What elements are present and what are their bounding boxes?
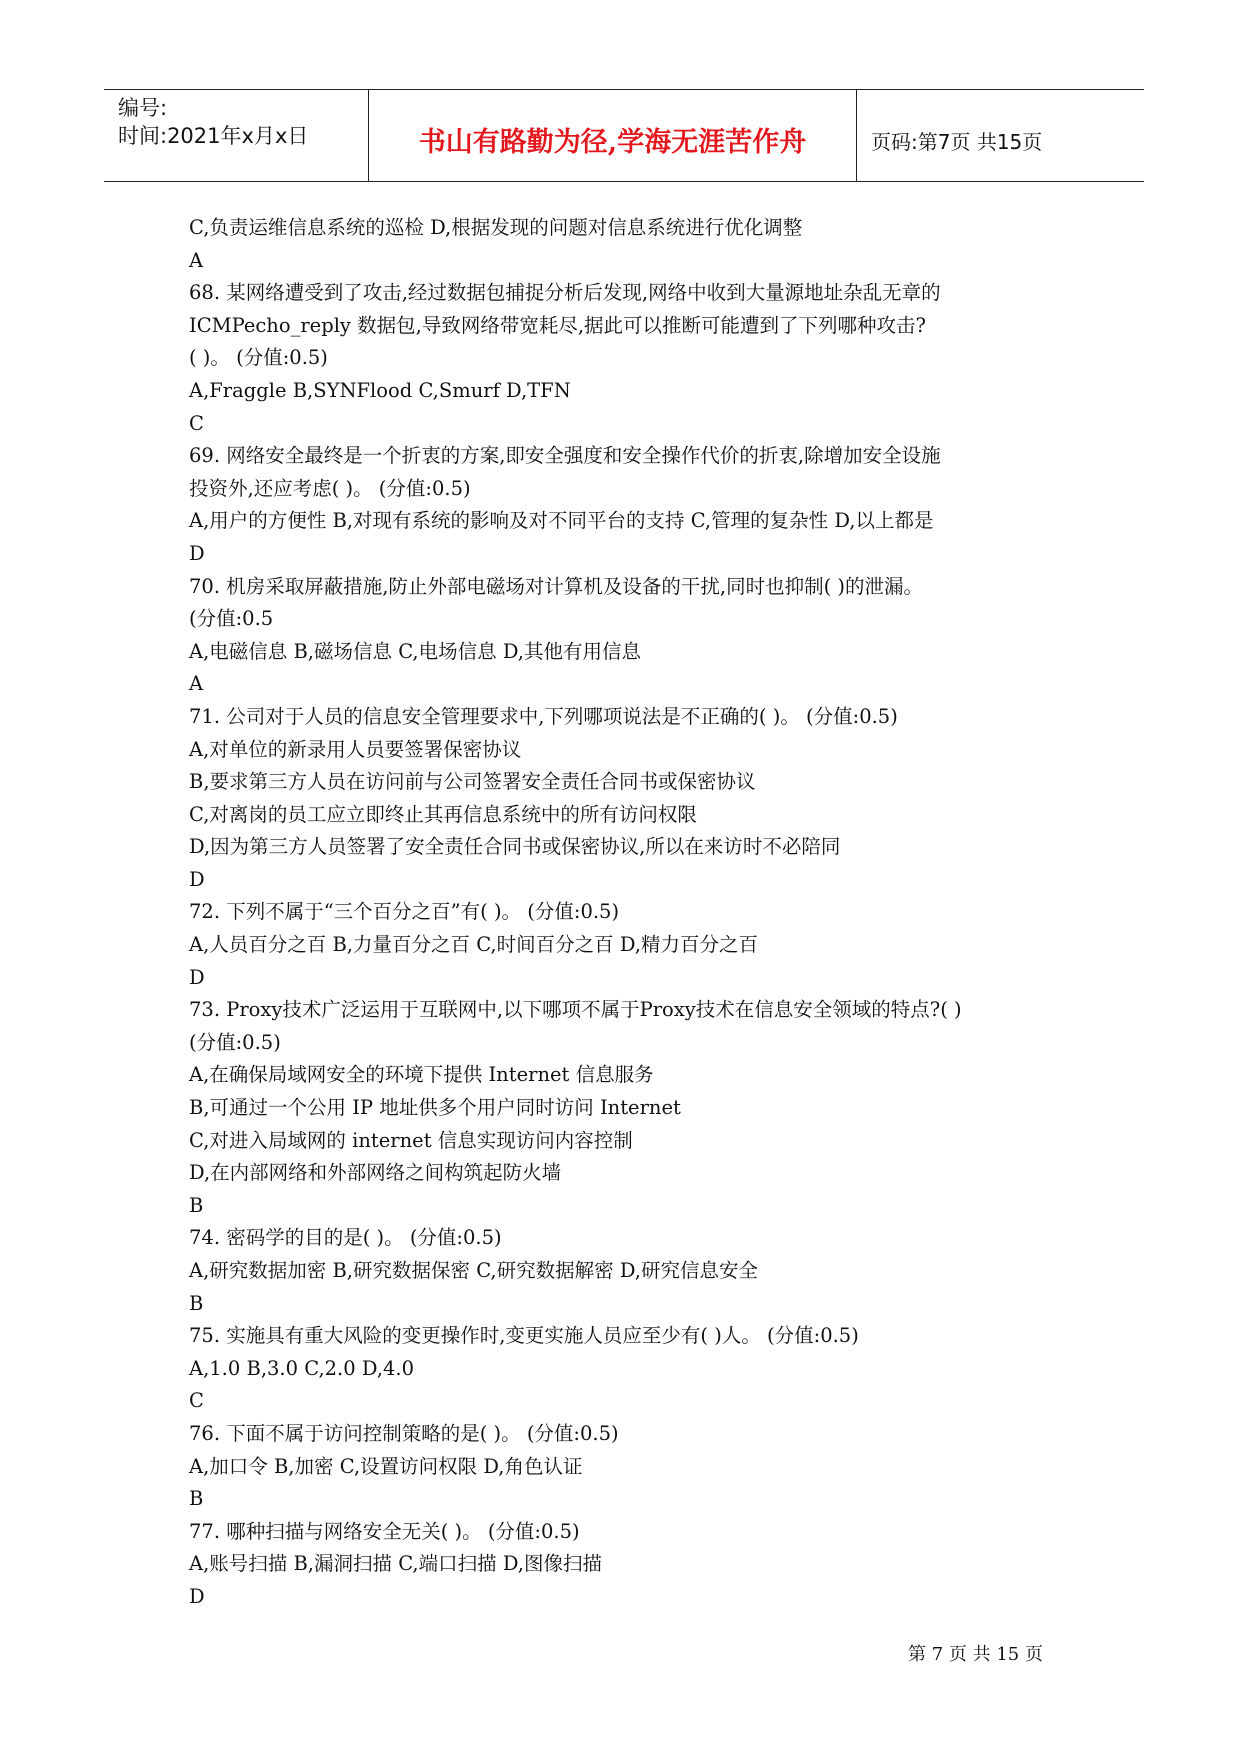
document-date-label: 时间:2021年x月x日 bbox=[118, 124, 309, 148]
text-line: A,用户的方便性 B,对现有系统的影响及对不同平台的支持 C,管理的复杂性 D,以上都是 bbox=[189, 509, 934, 533]
text-line: B bbox=[189, 1193, 204, 1217]
text-line: (分值:0.5 bbox=[189, 607, 274, 631]
document-number-label: 编号: bbox=[118, 96, 168, 120]
text-line: C,对进入局域网的 internet 信息实现访问内容控制 bbox=[189, 1128, 633, 1152]
text-line: A,Fraggle B,SYNFlood C,Smurf D,TFN bbox=[189, 378, 571, 402]
text-line: C bbox=[189, 1389, 204, 1413]
header-page-info: 页码:第7页 共15页 bbox=[871, 130, 1043, 154]
text-line: D bbox=[189, 965, 205, 989]
text-line: D bbox=[189, 867, 205, 891]
text-line: A bbox=[189, 248, 204, 272]
text-line: 68. 某网络遭受到了攻击,经过数据包捕捉分析后发现,网络中收到大量源地址杂乱无章的 bbox=[189, 281, 941, 305]
text-line: B,可通过一个公用 IP 地址供多个用户同时访问 Internet bbox=[189, 1096, 681, 1120]
text-line: B,要求第三方人员在访问前与公司签署安全责任合同书或保密协议 bbox=[189, 770, 756, 794]
header-right-cell bbox=[857, 90, 1144, 181]
text-line: 74. 密码学的目的是( )。 (分值:0.5) bbox=[189, 1226, 502, 1250]
header-middle-cell bbox=[369, 90, 857, 181]
text-line: A,电磁信息 B,磁场信息 C,电场信息 D,其他有用信息 bbox=[189, 639, 641, 663]
text-line: 77. 哪种扫描与网络安全无关( )。 (分值:0.5) bbox=[189, 1519, 580, 1543]
text-line: C,负责运维信息系统的巡检 D,根据发现的问题对信息系统进行优化调整 bbox=[189, 216, 803, 239]
text-line: 75. 实施具有重大风险的变更操作时,变更实施人员应至少有( )人。 (分值:0.5) bbox=[189, 1324, 859, 1348]
text-line: 71. 公司对于人员的信息安全管理要求中,下列哪项说法是不正确的( )。 (分值:0.5) bbox=[189, 704, 898, 728]
text-line: 70. 机房采取屏蔽措施,防止外部电磁场对计算机及设备的干扰,同时也抑制( )的泄漏。 bbox=[189, 574, 924, 598]
text-line: A,在确保局域网安全的环境下提供 Internet 信息服务 bbox=[189, 1063, 654, 1087]
text-line: C,对离岗的员工应立即终止其再信息系统中的所有访问权限 bbox=[189, 802, 697, 826]
text-line: A bbox=[189, 672, 204, 696]
text-line: 72. 下列不属于“三个百分之百”有( )。 (分值:0.5) bbox=[189, 900, 620, 924]
text-line: A,对单位的新录用人员要签署保密协议 bbox=[189, 737, 522, 761]
header-motto: 书山有路勤为径,学海无涯苦作舟 bbox=[418, 127, 807, 158]
text-line: 投资外,还应考虑( )。 (分值:0.5) bbox=[189, 476, 471, 500]
text-line: 73. Proxy技术广泛运用于互联网中,以下哪项不属于Proxy技术在信息安全领域的特点?( ) bbox=[189, 998, 962, 1022]
text-line: A,研究数据加密 B,研究数据保密 C,研究数据解密 D,研究信息安全 bbox=[189, 1259, 758, 1282]
text-line: C bbox=[189, 411, 204, 435]
page-header bbox=[104, 89, 1144, 182]
text-line: 76. 下面不属于访问控制策略的是( )。 (分值:0.5) bbox=[189, 1421, 619, 1445]
header-left-cell bbox=[104, 90, 369, 181]
text-line: A,加口令 B,加密 C,设置访问权限 D,角色认证 bbox=[189, 1454, 583, 1478]
text-line: (分值:0.5) bbox=[189, 1030, 281, 1054]
text-line: ICMPecho_reply 数据包,导致网络带宽耗尽,据此可以推断可能遭到了下列哪种攻击? bbox=[189, 313, 926, 337]
text-line: A,人员百分之百 B,力量百分之百 C,时间百分之百 D,精力百分之百 bbox=[189, 933, 758, 957]
text-line: D,在内部网络和外部网络之间构筑起防火墙 bbox=[189, 1161, 562, 1185]
document-body bbox=[189, 212, 1089, 1614]
text-line: B bbox=[189, 1487, 204, 1511]
text-line: D bbox=[189, 541, 205, 565]
text-line: A,1.0 B,3.0 C,2.0 D,4.0 bbox=[189, 1356, 415, 1380]
text-line: D,因为第三方人员签署了安全责任合同书或保密协议,所以在来访时不必陪同 bbox=[189, 835, 841, 859]
text-line: ( )。 (分值:0.5) bbox=[189, 346, 328, 370]
text-line: B bbox=[189, 1291, 204, 1315]
text-line: 69. 网络安全最终是一个折衷的方案,即安全强度和安全操作代价的折衷,除增加安全设施 bbox=[189, 444, 941, 468]
page-footer: 第 7 页 共 15 页 bbox=[908, 1644, 1043, 1665]
text-line: D bbox=[189, 1584, 205, 1608]
text-line: A,账号扫描 B,漏洞扫描 C,端口扫描 D,图像扫描 bbox=[189, 1552, 602, 1576]
